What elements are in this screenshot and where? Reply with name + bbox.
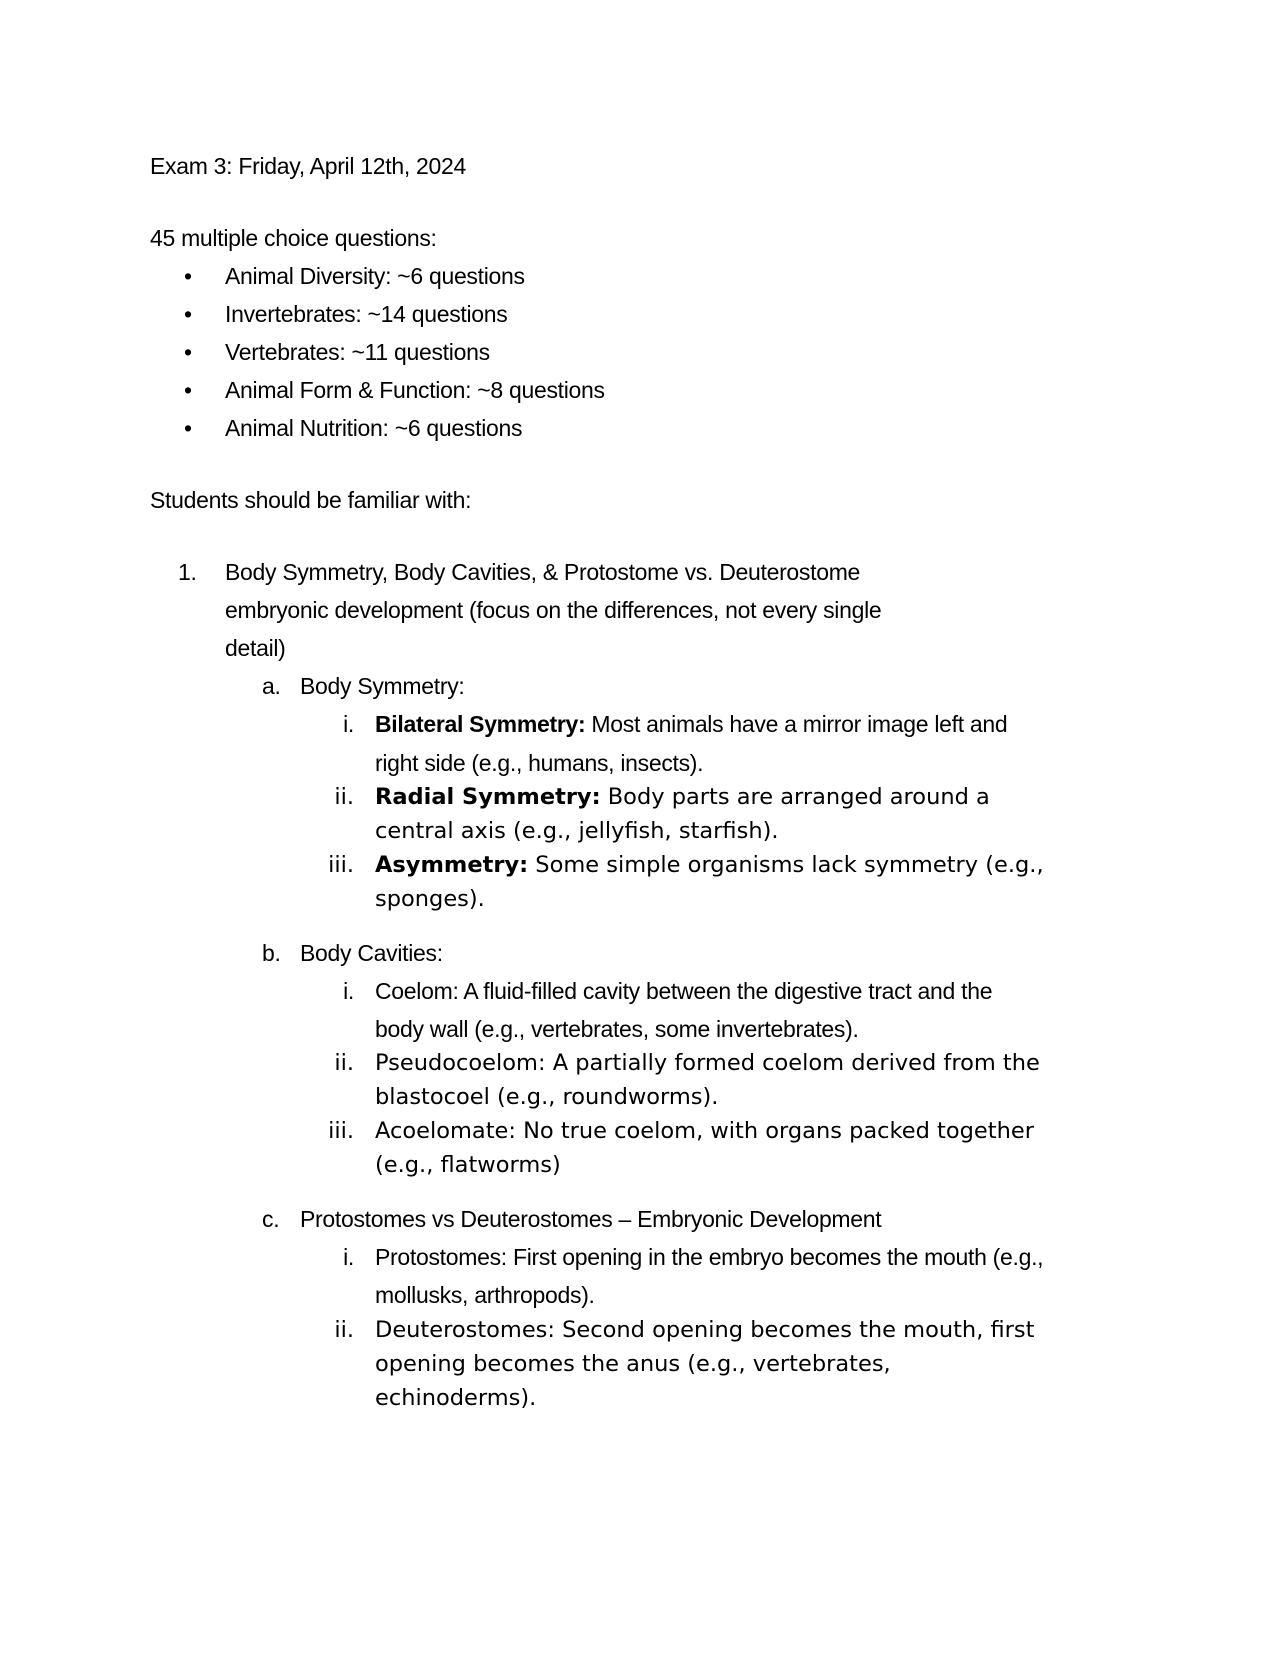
subitem-marker: c. [262, 1206, 280, 1232]
term: Asymmetry: [375, 852, 529, 878]
exam-date-line: Exam 3: Friday, April 12th, 2024 [150, 153, 466, 179]
roman-marker: ii. [334, 784, 354, 810]
list-item: Animal Nutrition: ~6 questions [225, 415, 523, 441]
roman-marker: i. [343, 1244, 354, 1270]
roman-marker: ii. [334, 1317, 354, 1343]
bullet-icon: • [184, 301, 192, 327]
list-item: Animal Form & Function: ~8 questions [225, 377, 605, 403]
roman-marker: ii. [334, 1050, 354, 1076]
mc-intro: 45 multiple choice questions: [150, 225, 437, 251]
familiar-intro: Students should be familiar with: [150, 487, 472, 513]
roman-marker: i. [343, 711, 354, 737]
list-item: Animal Diversity: ~6 questions [225, 263, 525, 289]
definition-line: right side (e.g., humans, insects). [375, 750, 704, 776]
subsection-heading: Body Cavities: [300, 940, 443, 966]
term: Radial Symmetry: [375, 784, 601, 810]
bullet-icon: • [184, 415, 192, 441]
list-item: Vertebrates: ~11 questions [225, 339, 490, 365]
item-marker: 1. [178, 559, 197, 585]
definition-line: sponges). [375, 886, 485, 912]
subsection-heading: Protostomes vs Deuterostomes – Embryonic Development [300, 1206, 882, 1232]
roman-marker: iii. [328, 1118, 354, 1144]
item1-line: detail) [225, 635, 286, 661]
definition-line: mollusks, arthropods). [375, 1282, 595, 1308]
subitem-marker: a. [262, 673, 281, 699]
subitem-marker: b. [262, 940, 281, 966]
definition-line: blastocoel (e.g., roundworms). [375, 1084, 719, 1110]
definition-line: Asymmetry: Some simple organisms lack symmetry (e.g., [375, 852, 1044, 878]
definition-line: Radial Symmetry: Body parts are arranged around a [375, 784, 990, 810]
bullet-icon: • [184, 377, 192, 403]
bullet-icon: • [184, 339, 192, 365]
definition-line: Protostomes: First opening in the embryo becomes the mouth (e.g., [375, 1244, 1044, 1270]
definition-line: Deuterostomes: Second opening becomes the mouth, first [375, 1317, 1035, 1343]
subsection-heading: Body Symmetry: [300, 673, 465, 699]
item1-line: Body Symmetry, Body Cavities, & Protostome vs. Deuterostome [225, 559, 861, 585]
definition-line: Acoelomate: No true coelom, with organs packed together [375, 1118, 1034, 1144]
definition-line: Bilateral Symmetry: Most animals have a mirror image left and [375, 711, 1008, 737]
roman-marker: iii. [328, 852, 354, 878]
term: Bilateral Symmetry: [375, 711, 586, 737]
definition-line: Coelom: A fluid-filled cavity between the digestive tract and the [375, 978, 993, 1004]
definition-line: opening becomes the anus (e.g., vertebrates, [375, 1351, 891, 1377]
bullet-icon: • [184, 263, 192, 289]
definition-line: body wall (e.g., vertebrates, some invertebrates). [375, 1016, 859, 1042]
roman-marker: i. [343, 978, 354, 1004]
definition-line: echinoderms). [375, 1385, 537, 1411]
list-item: Invertebrates: ~14 questions [225, 301, 508, 327]
item1-line: embryonic development (focus on the differences, not every single [225, 597, 882, 623]
definition-line: central axis (e.g., jellyfish, starfish). [375, 818, 779, 844]
definition-line: Pseudocoelom: A partially formed coelom derived from the [375, 1050, 1040, 1076]
definition-line: (e.g., flatworms) [375, 1152, 561, 1178]
